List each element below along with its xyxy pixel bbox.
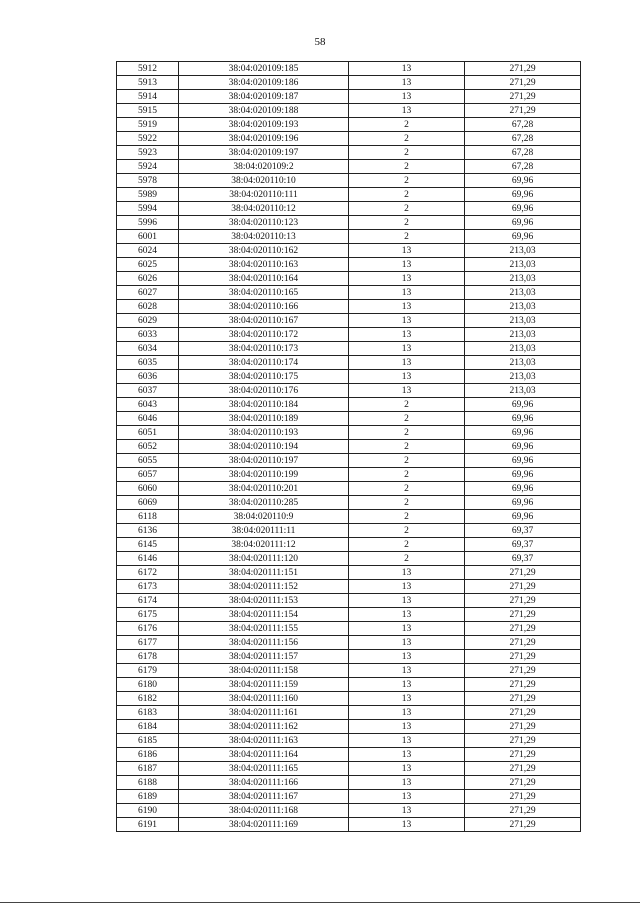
cadastral-number-cell: 38:04:020110:176 bbox=[179, 384, 349, 398]
table-row bbox=[117, 664, 581, 678]
cadastral-number-cell: 38:04:020110:184 bbox=[179, 398, 349, 412]
row-number-cell: 6183 bbox=[117, 706, 179, 720]
amount-cell: 213,03 bbox=[465, 272, 581, 286]
row-number-cell: 6029 bbox=[117, 314, 179, 328]
cadastral-number-cell: 38:04:020110:197 bbox=[179, 454, 349, 468]
amount-cell: 271,29 bbox=[465, 566, 581, 580]
amount-cell: 67,28 bbox=[465, 146, 581, 160]
amount-cell: 69,96 bbox=[465, 174, 581, 188]
value-cell: 13 bbox=[349, 748, 465, 762]
row-number-cell: 6026 bbox=[117, 272, 179, 286]
amount-cell: 213,03 bbox=[465, 300, 581, 314]
amount-cell: 271,29 bbox=[465, 692, 581, 706]
row-number-cell: 6188 bbox=[117, 776, 179, 790]
cadastral-number-cell: 38:04:020111:161 bbox=[179, 706, 349, 720]
table-row bbox=[117, 412, 581, 426]
table-row bbox=[117, 818, 581, 832]
value-cell: 2 bbox=[349, 426, 465, 440]
value-cell: 13 bbox=[349, 286, 465, 300]
row-number-cell: 6051 bbox=[117, 426, 179, 440]
cadastral-number-cell: 38:04:020111:159 bbox=[179, 678, 349, 692]
value-cell: 2 bbox=[349, 146, 465, 160]
cadastral-number-cell: 38:04:020111:156 bbox=[179, 636, 349, 650]
page-bottom-edge bbox=[0, 902, 640, 903]
value-cell: 2 bbox=[349, 482, 465, 496]
cadastral-number-cell: 38:04:020110:13 bbox=[179, 230, 349, 244]
table-row bbox=[117, 398, 581, 412]
value-cell: 13 bbox=[349, 370, 465, 384]
row-number-cell: 6176 bbox=[117, 622, 179, 636]
row-number-cell: 5989 bbox=[117, 188, 179, 202]
cadastral-number-cell: 38:04:020111:154 bbox=[179, 608, 349, 622]
cadastral-number-cell: 38:04:020110:9 bbox=[179, 510, 349, 524]
value-cell: 2 bbox=[349, 412, 465, 426]
amount-cell: 271,29 bbox=[465, 818, 581, 832]
registry-table bbox=[116, 61, 581, 832]
row-number-cell: 6025 bbox=[117, 258, 179, 272]
amount-cell: 271,29 bbox=[465, 650, 581, 664]
row-number-cell: 6046 bbox=[117, 412, 179, 426]
row-number-cell: 6055 bbox=[117, 454, 179, 468]
value-cell: 13 bbox=[349, 104, 465, 118]
value-cell: 2 bbox=[349, 510, 465, 524]
cadastral-number-cell: 38:04:020109:193 bbox=[179, 118, 349, 132]
table-row bbox=[117, 594, 581, 608]
amount-cell: 271,29 bbox=[465, 608, 581, 622]
row-number-cell: 6146 bbox=[117, 552, 179, 566]
value-cell: 2 bbox=[349, 132, 465, 146]
value-cell: 13 bbox=[349, 776, 465, 790]
table-row bbox=[117, 622, 581, 636]
amount-cell: 271,29 bbox=[465, 734, 581, 748]
amount-cell: 69,96 bbox=[465, 496, 581, 510]
row-number-cell: 6136 bbox=[117, 524, 179, 538]
amount-cell: 213,03 bbox=[465, 258, 581, 272]
cadastral-number-cell: 38:04:020111:162 bbox=[179, 720, 349, 734]
amount-cell: 271,29 bbox=[465, 636, 581, 650]
table-row bbox=[117, 748, 581, 762]
cadastral-number-cell: 38:04:020109:188 bbox=[179, 104, 349, 118]
value-cell: 13 bbox=[349, 818, 465, 832]
row-number-cell: 6036 bbox=[117, 370, 179, 384]
table-row bbox=[117, 468, 581, 482]
amount-cell: 69,37 bbox=[465, 552, 581, 566]
value-cell: 2 bbox=[349, 230, 465, 244]
table-row bbox=[117, 384, 581, 398]
row-number-cell: 6173 bbox=[117, 580, 179, 594]
amount-cell: 69,96 bbox=[465, 412, 581, 426]
table-row bbox=[117, 552, 581, 566]
table-row bbox=[117, 146, 581, 160]
amount-cell: 271,29 bbox=[465, 594, 581, 608]
value-cell: 2 bbox=[349, 524, 465, 538]
cadastral-number-cell: 38:04:020111:165 bbox=[179, 762, 349, 776]
value-cell: 2 bbox=[349, 188, 465, 202]
cadastral-number-cell: 38:04:020110:165 bbox=[179, 286, 349, 300]
value-cell: 2 bbox=[349, 552, 465, 566]
row-number-cell: 5915 bbox=[117, 104, 179, 118]
registry-table-body bbox=[117, 62, 581, 832]
cadastral-number-cell: 38:04:020110:162 bbox=[179, 244, 349, 258]
cadastral-number-cell: 38:04:020109:196 bbox=[179, 132, 349, 146]
amount-cell: 69,96 bbox=[465, 440, 581, 454]
value-cell: 2 bbox=[349, 160, 465, 174]
row-number-cell: 6186 bbox=[117, 748, 179, 762]
table-row bbox=[117, 720, 581, 734]
cadastral-number-cell: 38:04:020109:186 bbox=[179, 76, 349, 90]
row-number-cell: 6180 bbox=[117, 678, 179, 692]
table-row bbox=[117, 118, 581, 132]
table-row bbox=[117, 580, 581, 594]
amount-cell: 69,96 bbox=[465, 426, 581, 440]
value-cell: 13 bbox=[349, 706, 465, 720]
table-row bbox=[117, 804, 581, 818]
amount-cell: 69,96 bbox=[465, 230, 581, 244]
cadastral-number-cell: 38:04:020110:10 bbox=[179, 174, 349, 188]
row-number-cell: 5914 bbox=[117, 90, 179, 104]
value-cell: 13 bbox=[349, 622, 465, 636]
table-row bbox=[117, 230, 581, 244]
amount-cell: 67,28 bbox=[465, 132, 581, 146]
value-cell: 13 bbox=[349, 692, 465, 706]
table-row bbox=[117, 678, 581, 692]
row-number-cell: 5996 bbox=[117, 216, 179, 230]
cadastral-number-cell: 38:04:020111:153 bbox=[179, 594, 349, 608]
value-cell: 2 bbox=[349, 538, 465, 552]
cadastral-number-cell: 38:04:020111:120 bbox=[179, 552, 349, 566]
table-row bbox=[117, 244, 581, 258]
cadastral-number-cell: 38:04:020111:11 bbox=[179, 524, 349, 538]
row-number-cell: 6057 bbox=[117, 468, 179, 482]
value-cell: 13 bbox=[349, 258, 465, 272]
table-row bbox=[117, 174, 581, 188]
amount-cell: 271,29 bbox=[465, 104, 581, 118]
amount-cell: 69,96 bbox=[465, 188, 581, 202]
cadastral-number-cell: 38:04:020111:155 bbox=[179, 622, 349, 636]
cadastral-number-cell: 38:04:020111:158 bbox=[179, 664, 349, 678]
table-row bbox=[117, 454, 581, 468]
table-row bbox=[117, 188, 581, 202]
amount-cell: 69,37 bbox=[465, 538, 581, 552]
cadastral-number-cell: 38:04:020111:157 bbox=[179, 650, 349, 664]
table-row bbox=[117, 370, 581, 384]
row-number-cell: 6024 bbox=[117, 244, 179, 258]
cadastral-number-cell: 38:04:020109:2 bbox=[179, 160, 349, 174]
value-cell: 13 bbox=[349, 678, 465, 692]
table-row bbox=[117, 272, 581, 286]
value-cell: 13 bbox=[349, 328, 465, 342]
row-number-cell: 6028 bbox=[117, 300, 179, 314]
table-row bbox=[117, 734, 581, 748]
table-row bbox=[117, 426, 581, 440]
row-number-cell: 6189 bbox=[117, 790, 179, 804]
value-cell: 13 bbox=[349, 566, 465, 580]
table-row bbox=[117, 790, 581, 804]
table-row bbox=[117, 776, 581, 790]
cadastral-number-cell: 38:04:020110:166 bbox=[179, 300, 349, 314]
amount-cell: 213,03 bbox=[465, 356, 581, 370]
row-number-cell: 6182 bbox=[117, 692, 179, 706]
value-cell: 13 bbox=[349, 608, 465, 622]
amount-cell: 213,03 bbox=[465, 342, 581, 356]
cadastral-number-cell: 38:04:020110:167 bbox=[179, 314, 349, 328]
amount-cell: 271,29 bbox=[465, 706, 581, 720]
row-number-cell: 6184 bbox=[117, 720, 179, 734]
row-number-cell: 6069 bbox=[117, 496, 179, 510]
cadastral-number-cell: 38:04:020110:12 bbox=[179, 202, 349, 216]
amount-cell: 213,03 bbox=[465, 370, 581, 384]
row-number-cell: 6034 bbox=[117, 342, 179, 356]
amount-cell: 213,03 bbox=[465, 314, 581, 328]
value-cell: 13 bbox=[349, 762, 465, 776]
table-row bbox=[117, 132, 581, 146]
value-cell: 2 bbox=[349, 398, 465, 412]
value-cell: 13 bbox=[349, 720, 465, 734]
cadastral-number-cell: 38:04:020111:151 bbox=[179, 566, 349, 580]
amount-cell: 271,29 bbox=[465, 748, 581, 762]
amount-cell: 271,29 bbox=[465, 790, 581, 804]
amount-cell: 69,96 bbox=[465, 468, 581, 482]
value-cell: 13 bbox=[349, 300, 465, 314]
row-number-cell: 5912 bbox=[117, 62, 179, 76]
cadastral-number-cell: 38:04:020110:199 bbox=[179, 468, 349, 482]
row-number-cell: 6175 bbox=[117, 608, 179, 622]
table-row bbox=[117, 538, 581, 552]
amount-cell: 69,96 bbox=[465, 454, 581, 468]
row-number-cell: 6174 bbox=[117, 594, 179, 608]
value-cell: 13 bbox=[349, 664, 465, 678]
row-number-cell: 6035 bbox=[117, 356, 179, 370]
row-number-cell: 6033 bbox=[117, 328, 179, 342]
value-cell: 2 bbox=[349, 174, 465, 188]
table-row bbox=[117, 706, 581, 720]
row-number-cell: 6118 bbox=[117, 510, 179, 524]
amount-cell: 271,29 bbox=[465, 62, 581, 76]
row-number-cell: 6060 bbox=[117, 482, 179, 496]
table-row bbox=[117, 762, 581, 776]
amount-cell: 271,29 bbox=[465, 90, 581, 104]
cadastral-number-cell: 38:04:020110:173 bbox=[179, 342, 349, 356]
row-number-cell: 6172 bbox=[117, 566, 179, 580]
cadastral-number-cell: 38:04:020111:152 bbox=[179, 580, 349, 594]
value-cell: 13 bbox=[349, 734, 465, 748]
cadastral-number-cell: 38:04:020111:164 bbox=[179, 748, 349, 762]
table-row bbox=[117, 300, 581, 314]
value-cell: 2 bbox=[349, 118, 465, 132]
cadastral-number-cell: 38:04:020111:160 bbox=[179, 692, 349, 706]
cadastral-number-cell: 38:04:020111:167 bbox=[179, 790, 349, 804]
row-number-cell: 6043 bbox=[117, 398, 179, 412]
table-row bbox=[117, 496, 581, 510]
value-cell: 13 bbox=[349, 342, 465, 356]
amount-cell: 69,96 bbox=[465, 482, 581, 496]
amount-cell: 213,03 bbox=[465, 286, 581, 300]
value-cell: 2 bbox=[349, 454, 465, 468]
value-cell: 13 bbox=[349, 790, 465, 804]
table-row bbox=[117, 608, 581, 622]
value-cell: 13 bbox=[349, 272, 465, 286]
cadastral-number-cell: 38:04:020110:164 bbox=[179, 272, 349, 286]
amount-cell: 271,29 bbox=[465, 76, 581, 90]
amount-cell: 213,03 bbox=[465, 384, 581, 398]
amount-cell: 69,96 bbox=[465, 398, 581, 412]
amount-cell: 271,29 bbox=[465, 622, 581, 636]
cadastral-number-cell: 38:04:020110:194 bbox=[179, 440, 349, 454]
table-row bbox=[117, 258, 581, 272]
cadastral-number-cell: 38:04:020111:166 bbox=[179, 776, 349, 790]
row-number-cell: 6185 bbox=[117, 734, 179, 748]
row-number-cell: 6037 bbox=[117, 384, 179, 398]
cadastral-number-cell: 38:04:020109:187 bbox=[179, 90, 349, 104]
value-cell: 2 bbox=[349, 496, 465, 510]
amount-cell: 271,29 bbox=[465, 720, 581, 734]
cadastral-number-cell: 38:04:020110:172 bbox=[179, 328, 349, 342]
amount-cell: 271,29 bbox=[465, 678, 581, 692]
table-row bbox=[117, 76, 581, 90]
amount-cell: 271,29 bbox=[465, 804, 581, 818]
cadastral-number-cell: 38:04:020109:197 bbox=[179, 146, 349, 160]
value-cell: 13 bbox=[349, 76, 465, 90]
row-number-cell: 5923 bbox=[117, 146, 179, 160]
row-number-cell: 5922 bbox=[117, 132, 179, 146]
amount-cell: 271,29 bbox=[465, 776, 581, 790]
amount-cell: 67,28 bbox=[465, 118, 581, 132]
table-row bbox=[117, 650, 581, 664]
cadastral-number-cell: 38:04:020111:168 bbox=[179, 804, 349, 818]
value-cell: 13 bbox=[349, 636, 465, 650]
table-row bbox=[117, 104, 581, 118]
cadastral-number-cell: 38:04:020111:12 bbox=[179, 538, 349, 552]
cadastral-number-cell: 38:04:020110:174 bbox=[179, 356, 349, 370]
table-row bbox=[117, 566, 581, 580]
cadastral-number-cell: 38:04:020110:111 bbox=[179, 188, 349, 202]
cadastral-number-cell: 38:04:020109:185 bbox=[179, 62, 349, 76]
cadastral-number-cell: 38:04:020110:163 bbox=[179, 258, 349, 272]
table-row bbox=[117, 202, 581, 216]
table-row bbox=[117, 636, 581, 650]
row-number-cell: 5924 bbox=[117, 160, 179, 174]
table-row bbox=[117, 440, 581, 454]
row-number-cell: 5913 bbox=[117, 76, 179, 90]
value-cell: 13 bbox=[349, 62, 465, 76]
amount-cell: 271,29 bbox=[465, 762, 581, 776]
row-number-cell: 6190 bbox=[117, 804, 179, 818]
value-cell: 2 bbox=[349, 216, 465, 230]
value-cell: 13 bbox=[349, 356, 465, 370]
amount-cell: 213,03 bbox=[465, 244, 581, 258]
amount-cell: 213,03 bbox=[465, 328, 581, 342]
table-row bbox=[117, 342, 581, 356]
cadastral-number-cell: 38:04:020110:193 bbox=[179, 426, 349, 440]
value-cell: 13 bbox=[349, 594, 465, 608]
cadastral-number-cell: 38:04:020110:201 bbox=[179, 482, 349, 496]
row-number-cell: 6027 bbox=[117, 286, 179, 300]
table-row bbox=[117, 524, 581, 538]
table-row bbox=[117, 482, 581, 496]
value-cell: 13 bbox=[349, 580, 465, 594]
row-number-cell: 6178 bbox=[117, 650, 179, 664]
row-number-cell: 5919 bbox=[117, 118, 179, 132]
row-number-cell: 6052 bbox=[117, 440, 179, 454]
row-number-cell: 6187 bbox=[117, 762, 179, 776]
value-cell: 2 bbox=[349, 202, 465, 216]
table-row bbox=[117, 216, 581, 230]
table-row bbox=[117, 328, 581, 342]
row-number-cell: 6001 bbox=[117, 230, 179, 244]
value-cell: 13 bbox=[349, 650, 465, 664]
amount-cell: 69,96 bbox=[465, 510, 581, 524]
value-cell: 13 bbox=[349, 384, 465, 398]
value-cell: 13 bbox=[349, 314, 465, 328]
row-number-cell: 6177 bbox=[117, 636, 179, 650]
value-cell: 13 bbox=[349, 90, 465, 104]
table-row bbox=[117, 90, 581, 104]
cadastral-number-cell: 38:04:020110:123 bbox=[179, 216, 349, 230]
value-cell: 13 bbox=[349, 244, 465, 258]
amount-cell: 67,28 bbox=[465, 160, 581, 174]
cadastral-number-cell: 38:04:020110:189 bbox=[179, 412, 349, 426]
cadastral-number-cell: 38:04:020111:169 bbox=[179, 818, 349, 832]
value-cell: 2 bbox=[349, 468, 465, 482]
row-number-cell: 6191 bbox=[117, 818, 179, 832]
table-row bbox=[117, 356, 581, 370]
table-row bbox=[117, 160, 581, 174]
table-row bbox=[117, 314, 581, 328]
cadastral-number-cell: 38:04:020110:175 bbox=[179, 370, 349, 384]
cadastral-number-cell: 38:04:020110:285 bbox=[179, 496, 349, 510]
table-row bbox=[117, 62, 581, 76]
row-number-cell: 5978 bbox=[117, 174, 179, 188]
table-row bbox=[117, 692, 581, 706]
cadastral-number-cell: 38:04:020111:163 bbox=[179, 734, 349, 748]
table-row bbox=[117, 510, 581, 524]
amount-cell: 69,96 bbox=[465, 216, 581, 230]
table-row bbox=[117, 286, 581, 300]
page-number: 58 bbox=[314, 36, 326, 48]
amount-cell: 69,37 bbox=[465, 524, 581, 538]
value-cell: 2 bbox=[349, 440, 465, 454]
amount-cell: 69,96 bbox=[465, 202, 581, 216]
row-number-cell: 6179 bbox=[117, 664, 179, 678]
row-number-cell: 6145 bbox=[117, 538, 179, 552]
amount-cell: 271,29 bbox=[465, 580, 581, 594]
amount-cell: 271,29 bbox=[465, 664, 581, 678]
row-number-cell: 5994 bbox=[117, 202, 179, 216]
value-cell: 13 bbox=[349, 804, 465, 818]
